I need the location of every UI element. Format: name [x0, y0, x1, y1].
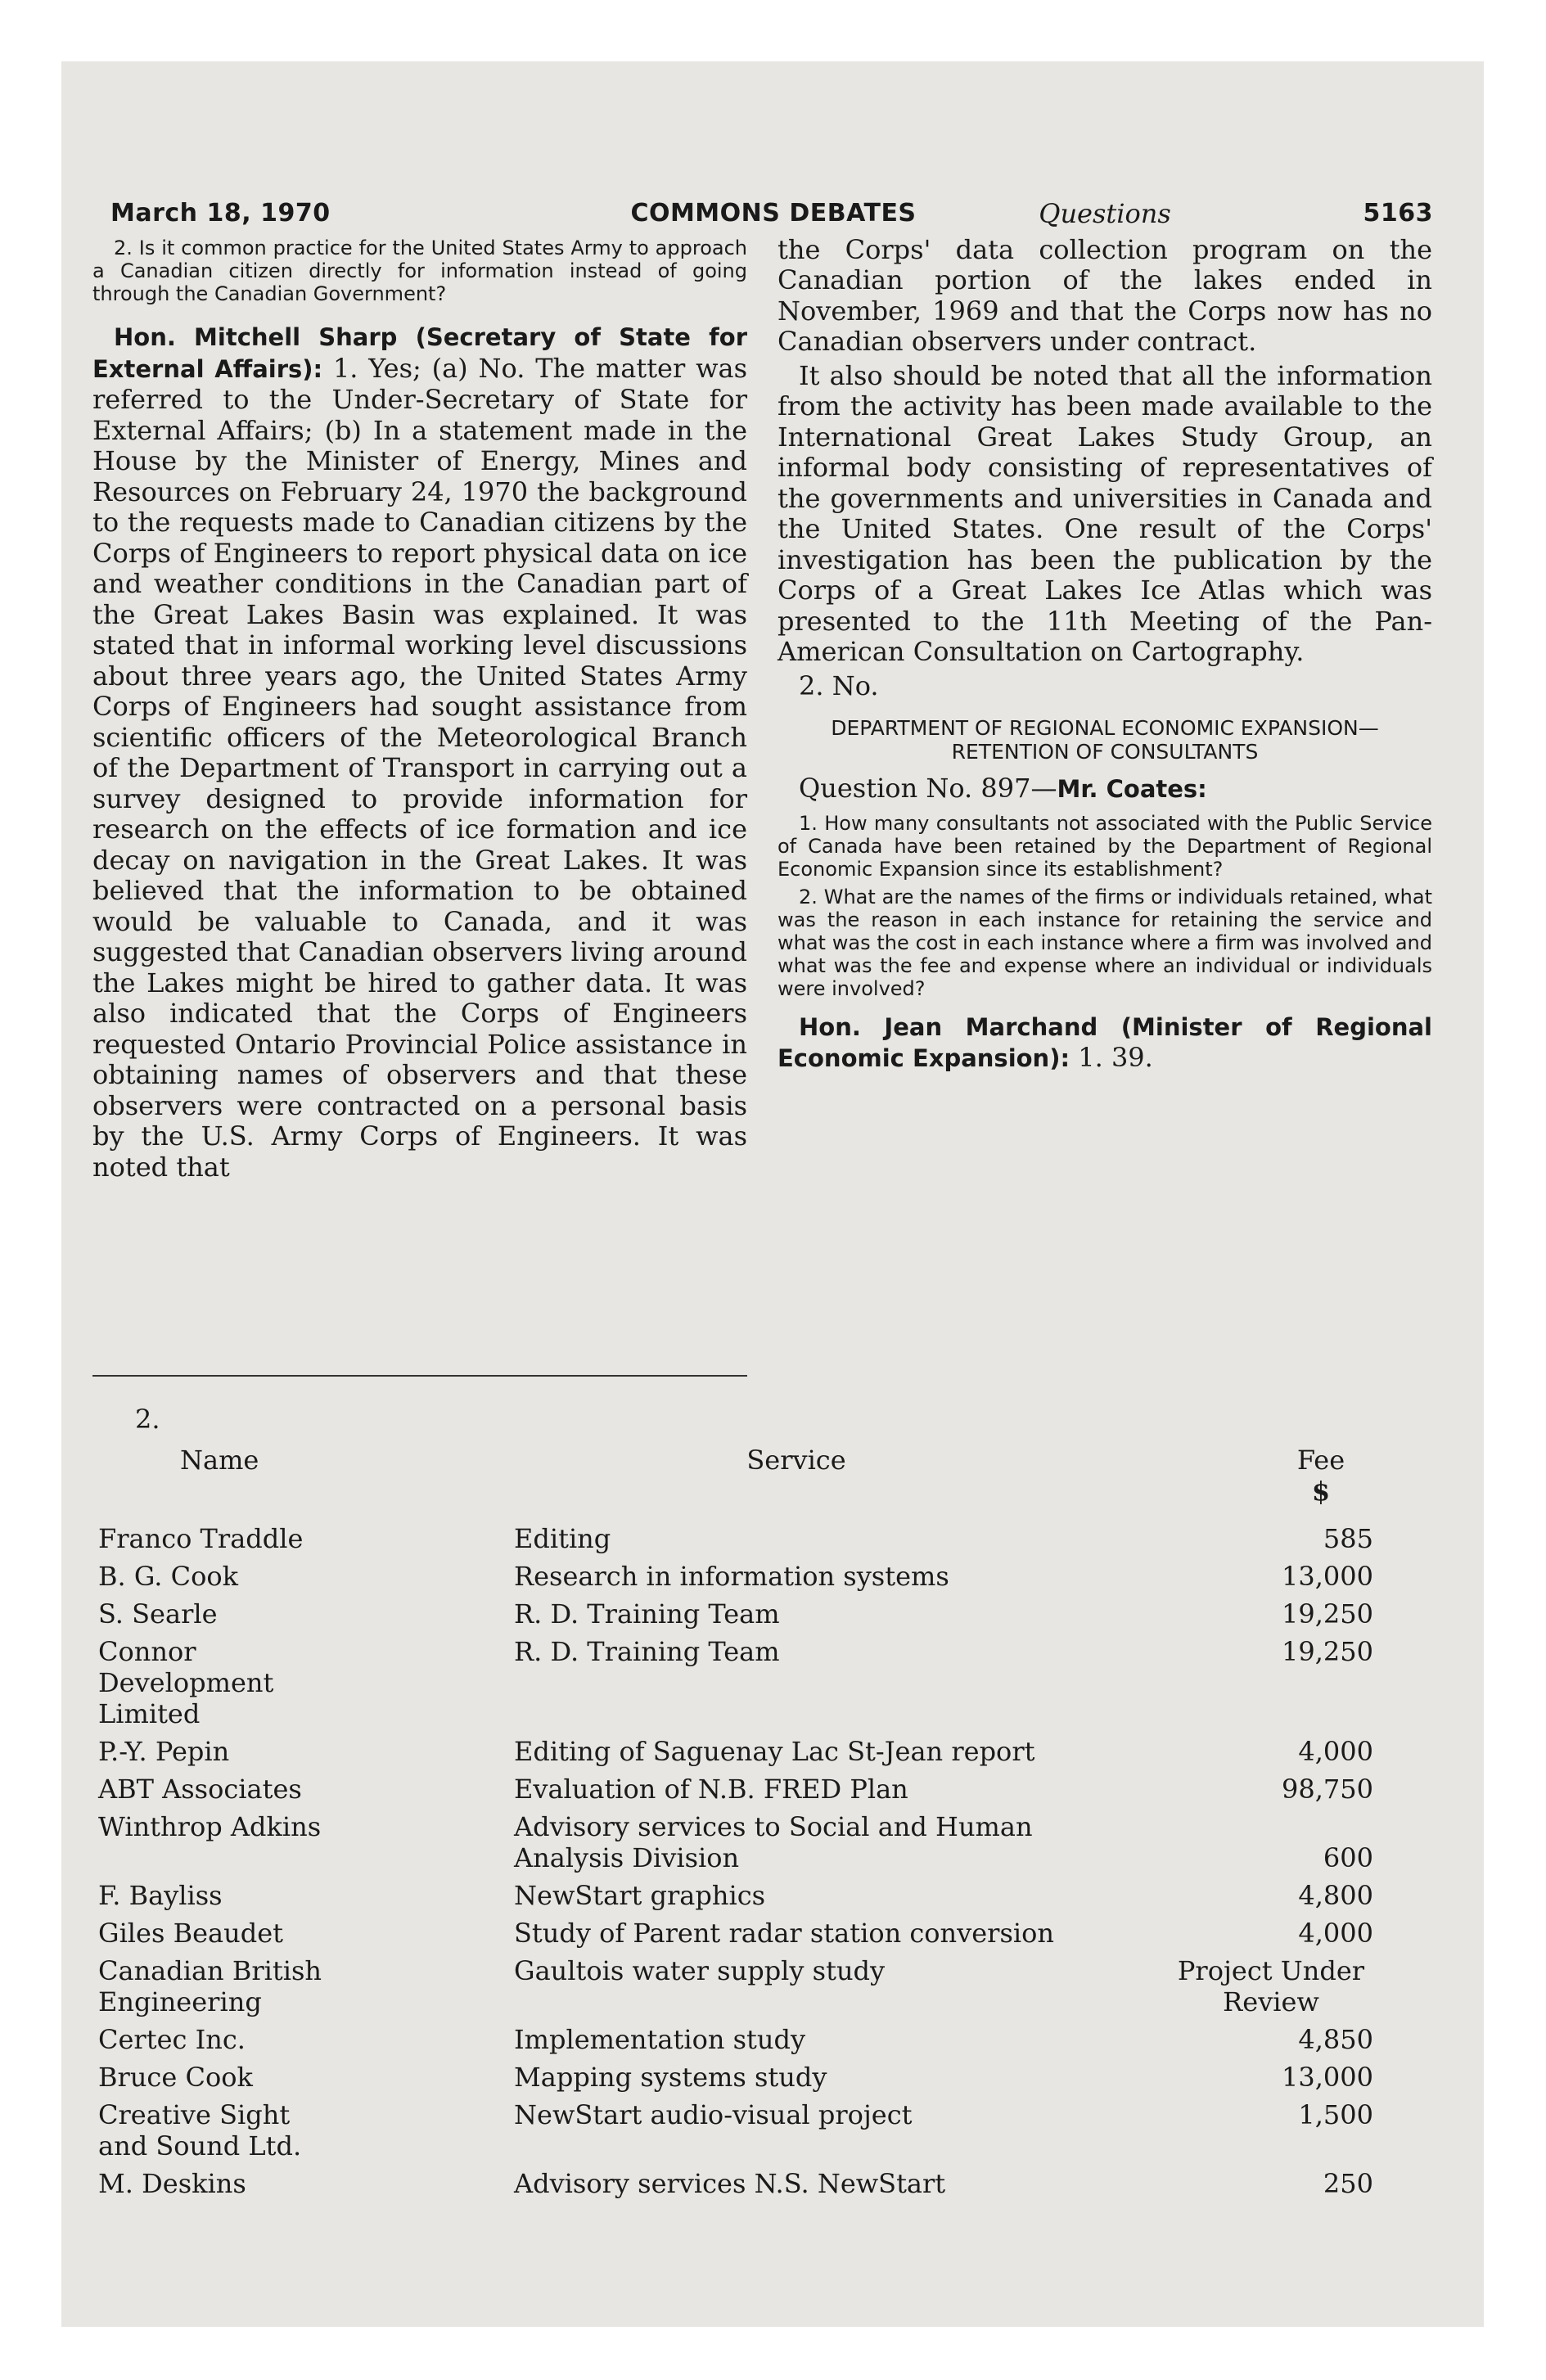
question-897-line: [778, 773, 1432, 805]
consultant-name: Creative Sight and Sound Ltd.: [98, 2099, 302, 2161]
speaker-marchand: Hon. Jean Marchand (Minister of Regional Economic Expansion):: [778, 1012, 1432, 1072]
speaker-sharp: Hon. Mitchell Sharp (Secretary of State for External Affairs):: [92, 323, 747, 383]
sharp-answer: [92, 322, 747, 1183]
header-fee: [1218, 1445, 1424, 1507]
page-number: 5163: [1363, 199, 1433, 228]
question-897-part-2: 2. What are the names of the firms or individuals retained, what was the reason in each instance for retaining the service and what was the cost in each instance where a firm was involved and what was the fee and expense where an individual or individuals were involved?: [778, 885, 1432, 1000]
consultant-name: Franco Traddle: [98, 1523, 304, 1554]
section-heading: Questions: [1039, 198, 1171, 229]
consultant-service: Editing: [514, 1523, 611, 1554]
consultant-name: Giles Beaudet: [98, 1918, 283, 1949]
table-row: [98, 1918, 1424, 1949]
consultant-service: Editing of Saguenay Lac St-Jean report: [514, 1736, 1035, 1767]
consultant-service: Advisory services N.S. NewStart: [514, 2168, 946, 2199]
consultant-service: NewStart graphics: [514, 1880, 766, 1911]
consultant-fee: 600: [1323, 1842, 1373, 1873]
consultant-service: Mapping systems study: [514, 2062, 827, 2093]
consultant-fee: Project Under Review: [1177, 1955, 1365, 2017]
table-row: [98, 2099, 1424, 2161]
right-paragraph-3: 2. No.: [799, 669, 879, 701]
consultant-fee: 250: [1323, 2168, 1373, 2199]
table-row: [98, 1955, 1424, 2017]
marchand-answer: [778, 1012, 1432, 1075]
table-number: 2.: [135, 1404, 160, 1435]
consultant-name: Canadian British Engineering: [98, 1955, 322, 2017]
consultant-service: R. D. Training Team: [514, 1598, 780, 1629]
table-row: [98, 2024, 1424, 2055]
header-title: COMMONS DEBATES: [630, 199, 917, 228]
consultant-fee: 585: [1323, 1523, 1373, 1554]
consultant-service: Study of Parent radar station conversion: [514, 1918, 1054, 1949]
consultant-fee: 4,000: [1298, 1918, 1373, 1949]
consultant-fee: 13,000: [1282, 1561, 1373, 1592]
document-page: [61, 61, 1484, 2327]
question-2-text: 2. Is it common practice for the United States Army to approach a Canadian citizen directly for information instead of going through the Canadian Government?: [92, 237, 747, 305]
header-fee-unit: $: [1311, 1476, 1331, 1507]
consultant-fee: 4,850: [1298, 2024, 1373, 2055]
consultant-name: F. Bayliss: [98, 1880, 223, 1911]
consultant-service: NewStart audio-visual project: [514, 2099, 913, 2130]
consultant-service: R. D. Training Team: [514, 1636, 780, 1667]
table-body: [98, 1523, 1424, 2199]
consultant-fee: 13,000: [1282, 2062, 1373, 2093]
consultant-name: Certec Inc.: [98, 2024, 246, 2055]
header-name: Name: [180, 1445, 259, 1476]
consultant-service: Implementation study: [514, 2024, 806, 2055]
marchand-answer-text: 1. 39.: [1070, 1042, 1153, 1073]
consultant-name: S. Searle: [98, 1598, 218, 1629]
consultant-fee: 19,250: [1282, 1636, 1373, 1667]
consultant-fee: 4,000: [1298, 1736, 1373, 1767]
table-row: [98, 1598, 1424, 1629]
consultant-name: M. Deskins: [98, 2168, 246, 2199]
consultant-name: B. G. Cook: [98, 1561, 239, 1592]
consultant-fee: 4,800: [1298, 1880, 1373, 1911]
department-section-title: DEPARTMENT OF REGIONAL ECONOMIC EXPANSION—RETENTION OF CONSULTANTS: [831, 716, 1379, 764]
table-row: [98, 1561, 1424, 1592]
consultant-service: Gaultois water supply study: [514, 1955, 886, 1986]
table-row: [98, 1636, 1424, 1729]
table-row: [98, 2168, 1424, 2199]
header-fee-label: Fee: [1296, 1445, 1345, 1476]
consultant-fee: 98,750: [1282, 1774, 1373, 1805]
consultant-fee: 19,250: [1282, 1598, 1373, 1629]
consultant-name: Bruce Cook: [98, 2062, 253, 2093]
table-row: [98, 1736, 1424, 1767]
consultant-name: Connor Development Limited: [98, 1636, 274, 1729]
consultant-service: Research in information systems: [514, 1561, 949, 1592]
table-row: [98, 1523, 1424, 1554]
section-divider: [92, 1375, 747, 1377]
consultant-service: Advisory services to Social and Human Analysis Division: [514, 1811, 1033, 1873]
right-paragraph-2: It also should be noted that all the information from the activity has been made available to the International Great Lakes Study Group, an informal body consisting of representatives of the governments and universities in Canada and the United States. One result of the Corps' investigation has been the publication by the Corps of a Great Lakes Ice Atlas which was presented to the 11th Meeting of the Pan-American Consultation on Cartography.: [778, 359, 1432, 667]
right-paragraph-1: the Corps' data collection program on the Canadian portion of the lakes ended in November, 1969 and that the Corps now has no Canadian observers under contract.: [778, 233, 1432, 357]
header-date: March 18, 1970: [110, 199, 331, 228]
consultant-name: P.-Y. Pepin: [98, 1736, 230, 1767]
table-header-row: [98, 1445, 1424, 1507]
question-number: Question No. 897—: [799, 773, 1057, 804]
table-row: [98, 1774, 1424, 1805]
table-row: [98, 2062, 1424, 2093]
question-asker: Mr. Coates:: [1057, 775, 1207, 803]
question-897-part-1: 1. How many consultants not associated with the Public Service of Canada have been retained by the Department of Regional Economic Expansion since its establishment?: [778, 811, 1432, 881]
sharp-answer-text: 1. Yes; (a) No. The matter was referred to the Under-Secretary of State for External Affairs; (b) In a statement made in the House by the Minister of Energy, Mines and Resources on February 24, 1970 the background to the requests made to Canadian citizens by the Corps of Engineers to report physical data on ice and weather conditions in the Canadian part of the Great Lakes Basin was explained. It was stated that in informal working level discussions about three years ago, the United States Army Corps of Engineers had sought assistance from scientific officers of the Meteorological Branch of the Department of Transport in carrying out a survey designed to provide information for research on the effects of ice formation and ice decay on navigation in the Great Lakes. It was believed that the information to be obtained would be valuable to Canada, and it was suggested that Canadian observers living around the Lakes might be hired to gather data. It was also indicated that the Corps of Engineers requested Ontario Provincial Police assistance in obtaining names of observers and that these observers were contracted on a personal basis by the U.S. Army Corps of Engineers. It was noted that: [92, 352, 748, 1183]
left-column: [92, 233, 747, 1183]
consultant-name: ABT Associates: [98, 1774, 302, 1805]
table-row: [98, 1880, 1424, 1911]
header-service: Service: [746, 1445, 846, 1476]
consultant-name: Winthrop Adkins: [98, 1811, 322, 1842]
consultant-fee: 1,500: [1298, 2099, 1373, 2130]
consultants-table: [98, 1445, 1424, 2206]
table-row: [98, 1811, 1424, 1873]
consultant-service: Evaluation of N.B. FRED Plan: [514, 1774, 908, 1805]
